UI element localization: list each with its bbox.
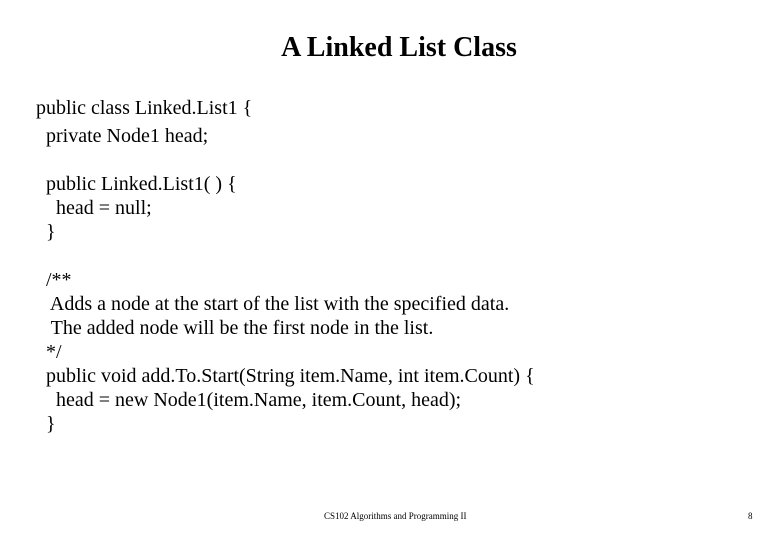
code-line: Adds a node at the start of the list with the specified data. bbox=[36, 293, 510, 315]
code-line: public void add.To.Start(String item.Name, int item.Count) { bbox=[36, 365, 535, 387]
code-line: /** bbox=[36, 269, 72, 291]
code-line: private Node1 head; bbox=[36, 125, 209, 147]
code-line: } bbox=[36, 221, 56, 243]
code-line: public class Linked.List1 { bbox=[36, 97, 253, 119]
footer-course-name: CS102 Algorithms and Programming II bbox=[324, 511, 467, 521]
code-line: */ bbox=[36, 341, 62, 363]
slide-title: A Linked List Class bbox=[281, 32, 517, 63]
code-line: public Linked.List1( ) { bbox=[36, 173, 237, 195]
code-line: } bbox=[36, 413, 56, 435]
page-number: 8 bbox=[748, 511, 753, 521]
code-line: The added node will be the first node in the list. bbox=[36, 317, 434, 339]
code-line: head = null; bbox=[36, 197, 152, 219]
code-line: head = new Node1(item.Name, item.Count, head); bbox=[36, 389, 462, 411]
